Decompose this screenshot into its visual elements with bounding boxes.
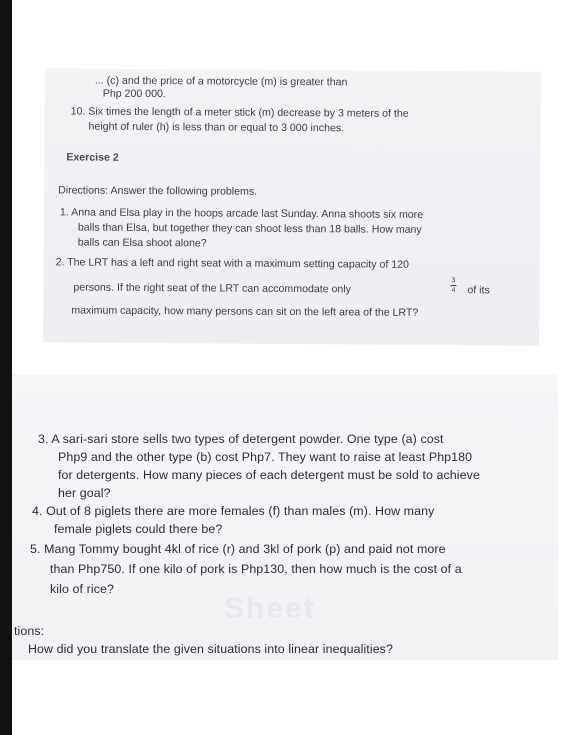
- tions-label: tions:: [14, 624, 45, 638]
- directions: Directions: Answer the following problems.: [58, 184, 258, 198]
- problem2-line2: persons. If the right seat of the LRT can accommodate only: [73, 281, 352, 296]
- problem5-line2: than Php750. If one kilo of pork is Php130, then how much is the cost of a: [50, 562, 462, 576]
- reflection-question: How did you translate the given situations into linear inequalities?: [28, 642, 393, 656]
- item10-line2: height of ruler (h) is less than or equal to 3 000 inches.: [88, 120, 345, 135]
- fraction-numerator: 3: [451, 277, 456, 285]
- item9-line2: Php 200 000.: [102, 87, 166, 101]
- left-dark-edge: [0, 0, 12, 735]
- top-page-photo: [43, 68, 541, 345]
- problem5-line1: 5. Mang Tommy bought 4kl of rice (r) and 3kl of pork (p) and paid not more: [30, 542, 446, 556]
- problem1-line3: balls can Elsa shoot alone?: [77, 236, 207, 250]
- problem3-line1: 3. A sari-sari store sells two types of detergent powder. One type (a) cost: [38, 432, 444, 446]
- fraction-denominator: 4: [451, 287, 456, 295]
- bottom-page-photo: [12, 374, 558, 660]
- problem4-line2: female piglets could there be?: [54, 522, 223, 536]
- problem2-line2-end: of its: [467, 284, 490, 297]
- problem1-line2: balls than Elsa, but together they can shoot less than 18 balls. How many: [77, 221, 422, 236]
- problem2-line1: 2. The LRT has a left and right seat with a maximum setting capacity of 120: [55, 256, 409, 271]
- fraction-bar: [450, 285, 456, 286]
- problem3-line4: her goal?: [58, 486, 111, 500]
- exercise-title: Exercise 2: [66, 151, 119, 164]
- item10-line1: 10. Six times the length of a meter stick (m) decrease by 3 meters of the: [70, 105, 409, 120]
- problem1-line1: 1. Anna and Elsa play in the hoops arcade last Sunday. Anna shoots six more: [59, 206, 424, 221]
- problem2-line3: maximum capacity, how many persons can sit on the left area of the LRT?: [71, 304, 419, 319]
- problem3-line3: for detergents. How many pieces of each detergent must be sold to achieve: [58, 468, 480, 482]
- item9-line1: ... (c) and the price of a motorcycle (m) is greater than: [94, 74, 348, 89]
- problem5-line3: kilo of rice?: [50, 582, 114, 596]
- bleed-through-text: Sheet: [224, 592, 316, 625]
- problem3-line2: Php9 and the other type (b) cost Php7. They want to raise at least Php180: [58, 450, 473, 464]
- problem4-line1: 4. Out of 8 piglets there are more females (f) than males (m). How many: [32, 504, 435, 518]
